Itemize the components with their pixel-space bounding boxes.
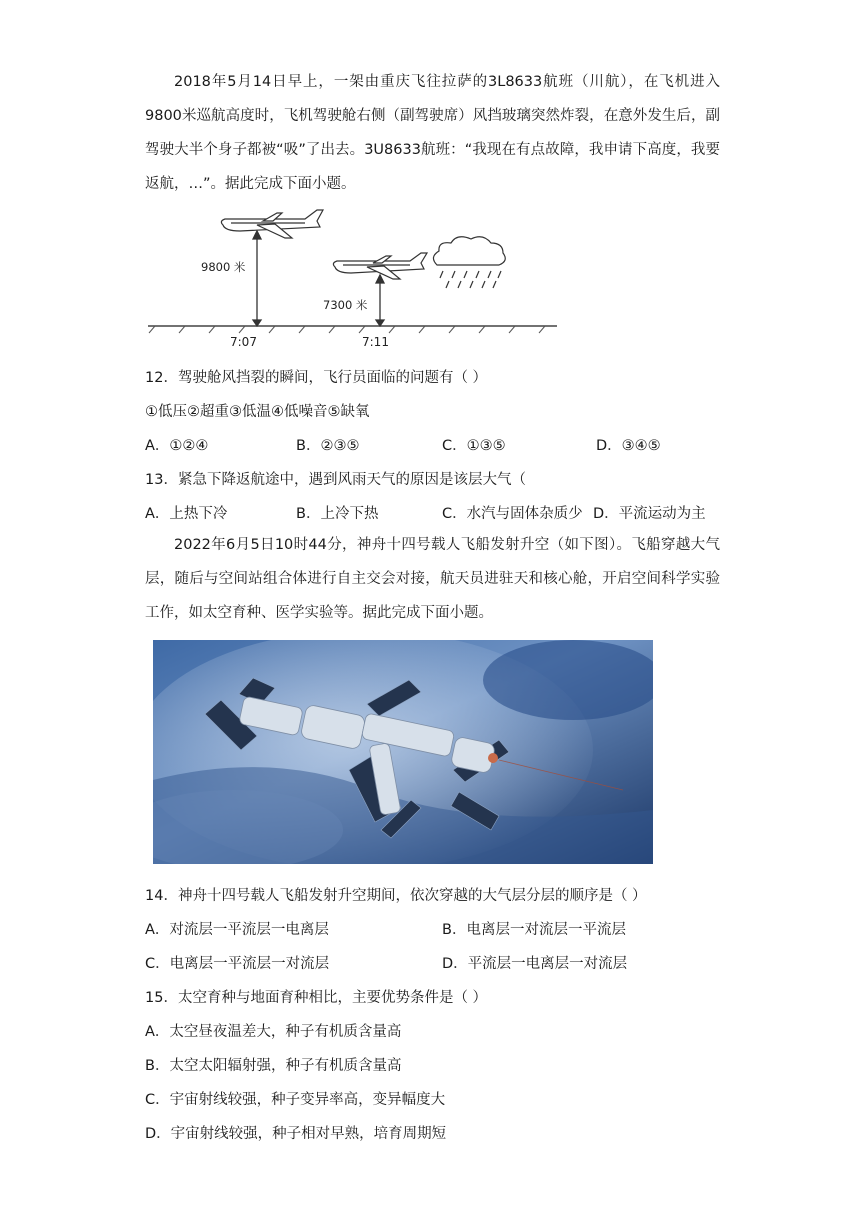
altitude-label-9800: 9800 米 (201, 260, 246, 274)
q14-option-a: A．对流层一平流层一电离层 (145, 922, 329, 938)
passage-1: 2018年5月14日早上，一架由重庆飞往拉萨的3L8633航班（川航），在飞机进入9800米巡航高度时，飞机驾驶舱右侧（副驾驶席）风挡玻璃突然炸裂，在意外发生后，副驾驶大半个身子都被“吸”了出去。3U8633航班：“我现在有点故障，我申请下高度，我要返航，…”。据此完成下面小题。 (145, 74, 720, 192)
q15-option-d: D．宇宙射线较强，种子相对早熟，培育周期短 (145, 1126, 447, 1142)
q12-option-a: A．①②④ (145, 438, 209, 454)
q12-options (145, 434, 725, 456)
q12-option-d: D．③④⑤ (596, 438, 661, 454)
q15-option-c: C．宇宙射线较强，种子变异率高，变异幅度大 (145, 1092, 446, 1108)
q12-option-b: B．②③⑤ (296, 438, 360, 454)
q13-option-a: A．上热下冷 (145, 506, 228, 522)
q14-options-row1 (145, 918, 725, 940)
q14-stem: 14．神舟十四号载人飞船发射升空期间，依次穿越的大气层分层的顺序是（ ） (145, 888, 647, 904)
q13-option-c: C．水汽与固体杂质少 (442, 506, 583, 522)
q13-options (145, 502, 725, 524)
altitude-label-7300: 7300 米 (323, 298, 368, 312)
time-label-1: 7:07 (230, 335, 257, 349)
q12-items: ①低压②超重③低温④低噪音⑤缺氧 (145, 404, 370, 420)
q12-option-c: C．①③⑤ (442, 438, 506, 454)
airplane-high-icon (221, 210, 323, 238)
rain-cloud-icon (433, 237, 505, 288)
q14-options-row2 (145, 952, 725, 974)
space-station-image (153, 640, 653, 864)
q14-option-b: B．电离层一对流层一平流层 (442, 922, 626, 938)
passage-2: 2022年6月5日10时44分，神舟十四号载人飞船发射升空（如下图）。飞船穿越大气层，随后与空间站组合体进行自主交会对接，航天员进驻天和核心舱，开启空间科学实验工作，如太空育种、医学实验等。据此完成下面小题。 (145, 537, 720, 621)
q13-option-d: D．平流运动为主 (593, 506, 706, 522)
flight-altitude-diagram (145, 205, 560, 353)
time-label-2: 7:11 (362, 335, 389, 349)
q13-option-b: B．上冷下热 (296, 506, 379, 522)
q12-stem: 12．驾驶舱风挡裂的瞬间，飞行员面临的问题有（ ） (145, 370, 488, 386)
q15-option-b: B．太空太阳辐射强，种子有机质含量高 (145, 1058, 402, 1074)
q14-option-c: C．电离层一平流层一对流层 (145, 956, 330, 972)
q14-option-d: D．平流层一电离层一对流层 (442, 956, 628, 972)
q15-stem: 15．太空育种与地面育种相比，主要优势条件是（ ） (145, 990, 488, 1006)
q15-option-a: A．太空昼夜温差大，种子有机质含量高 (145, 1024, 402, 1040)
q13-stem: 13．紧急下降返航途中，遇到风雨天气的原因是该层大气（ (145, 472, 526, 488)
